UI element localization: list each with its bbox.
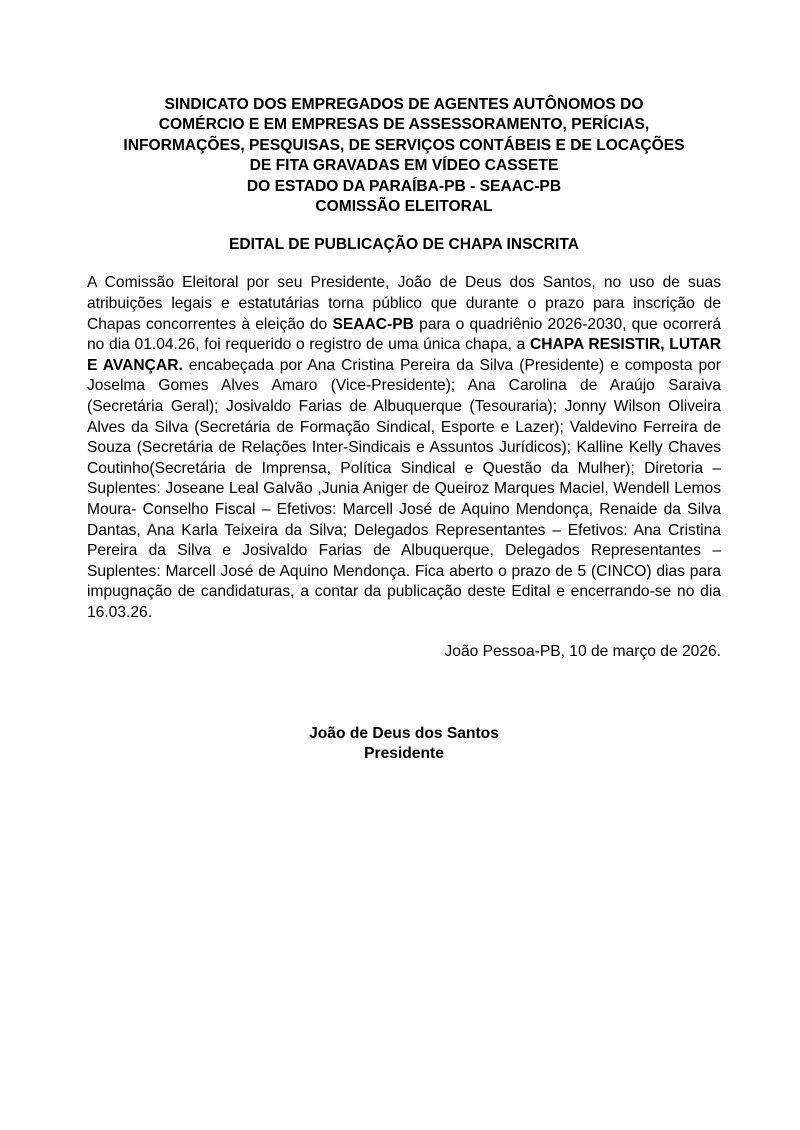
header-line-1: SINDICATO DOS EMPREGADOS DE AGENTES AUTÔNOMOS DO [164, 96, 644, 113]
edital-body [87, 273, 721, 623]
slate-name: CHAPA RESISTIR, LUTAR E AVANÇAR. [87, 336, 721, 374]
signatory-name: João de Deus dos Santos [309, 724, 499, 742]
header-line-6: COMISSÃO ELEITORAL [315, 198, 493, 216]
header-line-2: COMÉRCIO E EM EMPRESAS DE ASSESSORAMENTO, PERÍCIAS, [158, 116, 650, 134]
document-page [87, 95, 721, 764]
header-line-4: DE FITA GRAVADAS EM VÍDEO CASSETE [249, 157, 559, 175]
header-line-5: DO ESTADO DA PARAÍBA-PB - SEAAC-PB [246, 177, 562, 195]
body-part-2: para o quadriênio 2026-2030, que ocorrerá no dia 01.04.26, foi requerido o registro de uma única chapa, a [87, 315, 721, 354]
signature-block [87, 724, 721, 764]
body-part-1: A Comissão Eleitoral por seu Presidente, João de Deus dos Santos, no uso de suas atribuições legais e estatutárias torna público que durante o prazo para inscrição de Chapas concorrentes à eleição do [87, 274, 721, 333]
header-line-3: INFORMAÇÕES, PESQUISAS, DE SERVIÇOS CONTÁBEIS E DE LOCAÇÕES [123, 136, 685, 154]
body-part-3: encabeçada por Ana Cristina Pereira da Silva (Presidente) e composta por Joselma Gomes Alves Amaro (Vice-Presidente); Ana Carolina de Araújo Saraiva (Secretária Geral); Josivaldo Farias de Albuquerque (Tesouraria); Jonny Wilson Oliveira Alves da Silva (Secretária de Formação Sindical, Esporte e Lazer); Valdevino Ferreira de Souza (Secretária de Relações Inter-Sindicais e Assuntos Jurídicos); Kalline Kelly Chaves Coutinho(Secretária de Imprensa, Política Sindical e Questão da Mulher); Diretoria – Suplentes: Joseane Leal Galvão ,Junia Aniger de Queiroz Marques Maciel, Wendell Lemos Moura- Conselho Fiscal – Efetivos: Marcell José de Aquino Mendonça, Renaide da Silva Dantas, Ana Karla Teixeira da Silva; Delegados Representantes – Efetivos: Ana Cristina Pereira da Silva e Josivaldo Farias de Albuquerque, Delegados Representantes – Suplentes: Marcell José de Aquino Mendonça. Fica aberto o prazo de 5 (CINCO) dias para impugnação de candidaturas, a contar da publicação deste Edital e encerrando-se no dia 16.03.26. [87, 356, 722, 621]
union-acronym: SEAAC-PB [332, 315, 414, 333]
edital-title: EDITAL DE PUBLICAÇÃO DE CHAPA INSCRITA [229, 236, 579, 254]
date-line: João Pessoa-PB, 10 de março de 2026. [444, 642, 721, 660]
document-header [87, 95, 721, 217]
signatory-role: Presidente [364, 744, 444, 762]
